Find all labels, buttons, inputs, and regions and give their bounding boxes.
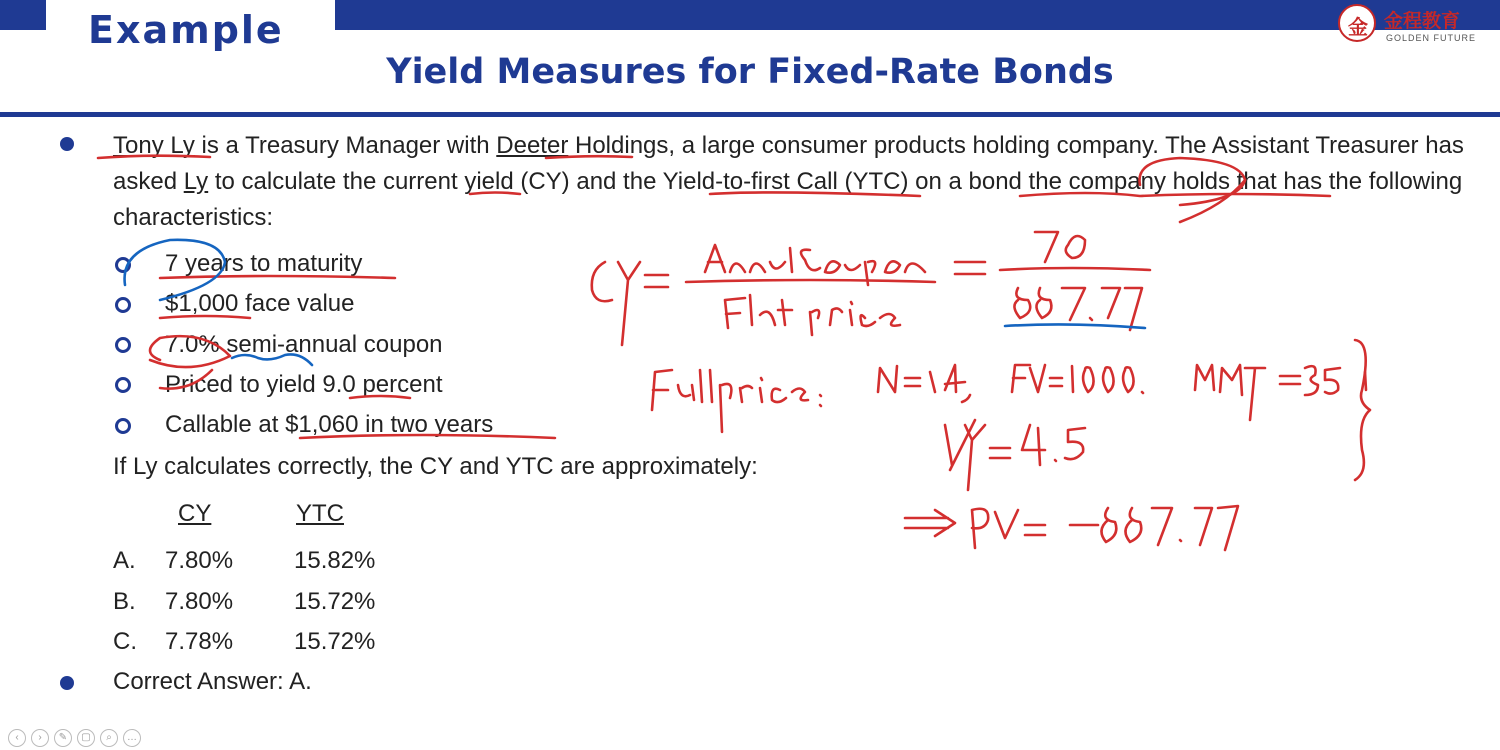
title-divider <box>0 112 1500 117</box>
ring-bullet-icon <box>115 337 131 353</box>
question-prompt: If Ly calculates correctly, the CY and YTC are approximately: <box>113 453 758 480</box>
option-cy: 7.80% <box>165 547 234 574</box>
column-header-ytc: YTC <box>296 500 344 527</box>
characteristic-item: 7.0% semi-annual coupon <box>165 331 443 358</box>
more-icon[interactable]: … <box>123 729 141 747</box>
next-icon[interactable]: › <box>31 729 49 747</box>
option-ytc: 15.82% <box>294 547 376 574</box>
option-cy: 7.80% <box>165 588 234 615</box>
characteristic-item: Callable at $1,060 in two years <box>165 411 494 438</box>
pages-icon[interactable]: ▢ <box>77 729 95 747</box>
column-header-cy: CY <box>178 500 212 527</box>
characteristic-item: $1,000 face value <box>165 290 355 317</box>
correct-answer: Correct Answer: A. <box>113 668 312 695</box>
option-cy: 7.78% <box>165 628 234 655</box>
prev-icon[interactable]: ‹ <box>8 729 26 747</box>
bullet-icon <box>60 137 74 151</box>
bullet-icon <box>60 676 74 690</box>
ring-bullet-icon <box>115 297 131 313</box>
characteristic-item: 7 years to maturity <box>165 250 363 277</box>
intro-text: is a Treasury Manager with <box>194 132 497 159</box>
header-bar <box>335 0 1335 30</box>
slide-nav-controls <box>8 727 146 747</box>
characteristic-item: Priced to yield 9.0 percent <box>165 371 443 398</box>
question-intro <box>113 128 1473 236</box>
logo-emblem-icon: 金 <box>1338 4 1376 42</box>
example-label: Example <box>88 8 284 52</box>
logo-text-en: GOLDEN FUTURE <box>1386 33 1477 43</box>
intro-ly: Ly <box>183 168 209 195</box>
ring-bullet-icon <box>115 257 131 273</box>
option-letter: C. <box>113 628 137 655</box>
intro-name: Tony Ly <box>113 132 195 159</box>
ring-bullet-icon <box>115 377 131 393</box>
brand-logo <box>1338 4 1478 44</box>
intro-text: to calculate the current yield (CY) and the Yield-to-first Call (YTC) on a bond the company holds that has the following characteristics: <box>113 168 1463 231</box>
ring-bullet-icon <box>115 418 131 434</box>
intro-text: Holdings, a large consumer products holding company. The Assistant Treasurer has asked <box>113 132 1464 195</box>
header-bar-left <box>0 0 46 30</box>
option-letter: A. <box>113 547 136 574</box>
option-letter: B. <box>113 588 136 615</box>
logo-text-cn: 金程教育 <box>1384 10 1461 32</box>
zoom-icon[interactable]: ⌕ <box>100 729 118 747</box>
option-ytc: 15.72% <box>294 588 376 615</box>
pen-icon[interactable]: ✎ <box>54 729 72 747</box>
option-ytc: 15.72% <box>294 628 376 655</box>
slide-title: Yield Measures for Fixed-Rate Bonds <box>386 52 1114 92</box>
intro-company: Deeter <box>496 132 569 159</box>
